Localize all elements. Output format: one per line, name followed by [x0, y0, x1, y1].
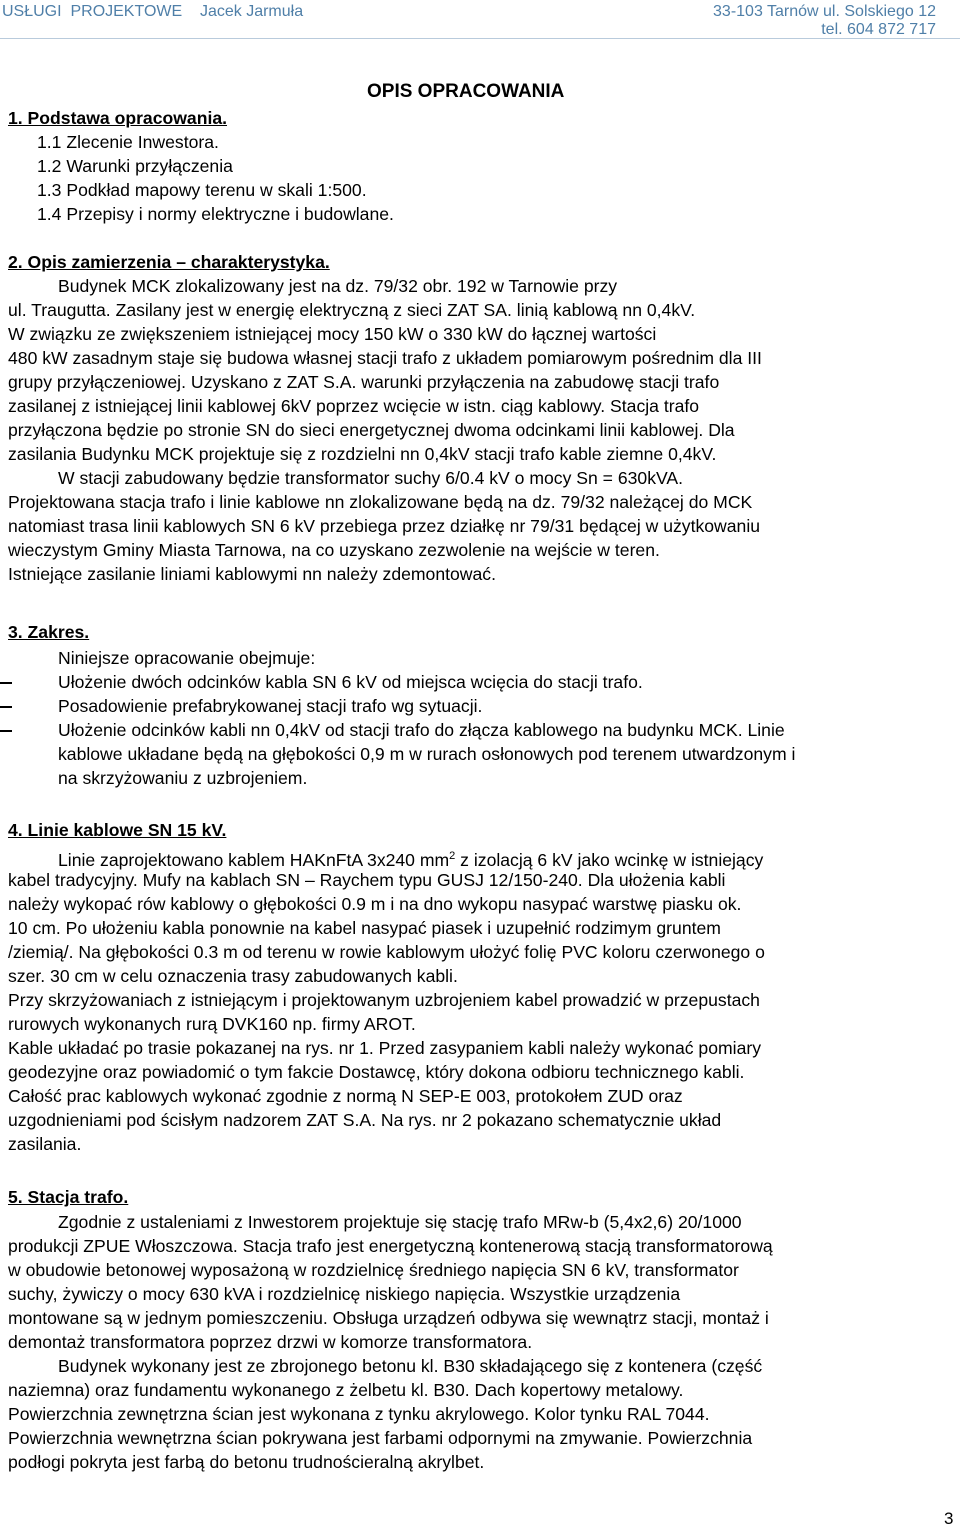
page-header — [0, 0, 960, 40]
superscript: 2 — [449, 850, 456, 862]
section2-line: ul. Traugutta. Zasilany jest w energię elektryczną z sieci ZAT SA. linią kablową nn 0,4kV. — [8, 300, 696, 320]
section4-heading: 4. Linie kablowe SN 15 kV. — [8, 820, 227, 840]
section5-line: produkcji ZPUE Włoszczowa. Stacja trafo jest energetyczną kontenerową stacją transformatorową — [8, 1236, 773, 1256]
section2-line: W związku ze zwiększeniem istniejącej mocy 150 kW o 330 kW do łącznej wartości — [8, 324, 657, 344]
section4-line: geodezyjne oraz powiadomić o tym fakcie Dostawcę, który dokona odbioru technicznego kabli. — [8, 1062, 745, 1082]
section2-line: wieczystym Gminy Miasta Tarnowa, na co uzyskano zezwolenie na wejście w teren. — [8, 540, 660, 560]
section5-line: Budynek wykonany jest ze zbrojonego betonu kl. B30 składającego się z kontenera (część — [58, 1356, 763, 1376]
section5-line: Powierzchnia wewnętrzna ścian pokrywana jest farbami odpornymi na zmywanie. Powierzchnia — [8, 1428, 753, 1448]
section5-line: montowane są w jednym pomieszczeniu. Obsługa urządzeń odbywa się wewnątrz stacji, montaż i — [8, 1308, 769, 1328]
section5-heading: 5. Stacja trafo. — [8, 1187, 129, 1207]
header-divider — [0, 38, 960, 39]
section4-line: Przy skrzyżowaniach z istniejącym i projektowanym uzbrojeniem kabel prowadzić w przepustach — [8, 990, 760, 1010]
section2-line: natomiast trasa linii kablowych SN 6 kV przebiega przez działkę nr 79/31 będącej w użytkowaniu — [8, 516, 761, 536]
section1-item: 1.1 Zlecenie Inwestora. — [37, 132, 219, 152]
section4-line: /ziemią/. Na głębokości 0.3 m od terenu w rowie kablowym ułożyć folię PVC koloru czerwonego o — [8, 942, 765, 962]
section4-text: Linie zaprojektowano kablem HAKnFtA 3x240 mm — [58, 849, 450, 870]
section2-line: grupy przyłączeniowej. Uzyskano z ZAT S.A. warunki przyłączenia na zabudowę stacji trafo — [8, 372, 720, 392]
section4-line: rurowych wykonanych rurą DVK160 np. firmy AROT. — [8, 1014, 416, 1034]
section3-heading: 3. Zakres. — [8, 622, 90, 642]
section2-line: zasilanej z istniejącej linii kablowej 6kV poprzez wcięcie w istn. ciąg kablowy. Stacja trafo — [8, 396, 700, 416]
section2-line: Istniejące zasilanie liniami kablowymi nn należy zdemontować. — [8, 564, 496, 584]
section4-line: szer. 30 cm w celu oznaczenia trasy zabudowanych kabli. — [8, 966, 458, 986]
section3-bullet: Posadowienie prefabrykowanej stacji trafo wg sytuacji. — [58, 696, 483, 716]
section5-line: demontaż transformatora poprzez drzwi w komorze transformatora. — [8, 1332, 533, 1352]
section4-line: kabel tradycyjny. Mufy na kablach SN – Raychem typu GUSJ 12/150-240. Dla ułożenia kabli — [8, 870, 726, 890]
section5-line: naziemna) oraz fundamentu wykonanego z żelbetu kl. B30. Dach kopertowy metalowy. — [8, 1380, 684, 1400]
document-title: OPIS OPRACOWANIA — [367, 81, 565, 102]
section4-text: z izolacją 6 kV jako wcinkę w istniejący — [455, 849, 764, 870]
section3-bullet: kablowe układane będą na głębokości 0,9 m w rurach osłonowych pod terenem utwardzonym i — [58, 744, 796, 764]
bullet-dash — [0, 682, 12, 684]
header-phone: tel. 604 872 717 — [821, 21, 936, 38]
section2-line: przyłączona będzie po stronie SN do sieci energetycznej dwoma odcinkami linii kablowej. Dla — [8, 420, 735, 440]
section2-line: zasilania Budynku MCK projektuje się z rozdzielni nn 0,4kV stacji trafo kable ziemne 0,4kV. — [8, 444, 717, 464]
section1-item: 1.3 Podkład mapowy terenu w skali 1:500. — [37, 180, 367, 200]
header-address: 33-103 Tarnów ul. Solskiego 12 — [713, 3, 936, 20]
section3-intro: Niniejsze opracowanie obejmuje: — [58, 648, 316, 668]
section4-line: Całość prac kablowych wykonać zgodnie z normą N SEP-E 003, protokołem ZUD oraz — [8, 1086, 683, 1106]
section1-heading: 1. Podstawa opracowania. — [8, 108, 228, 128]
section2-line: Projektowana stacja trafo i linie kablowe nn zlokalizowane będą na dz. 79/32 należącej do MCK — [8, 492, 753, 512]
section5-line: w obudowie betonowej wyposażoną w rozdzielnicę średniego napięcia SN 6 kV, transformator — [8, 1260, 739, 1280]
header-company: USŁUGI PROJEKTOWE Jacek Jarmuła — [2, 3, 304, 20]
section4-line: 10 cm. Po ułożeniu kabla ponownie na kabel nasypać piasek i uzupełnić rodzimym gruntem — [8, 918, 721, 938]
section5-line: Powierzchnia zewnętrzna ścian jest wykonana z tynku akrylowego. Kolor tynku RAL 7044. — [8, 1404, 710, 1424]
page-number: 3 — [944, 1509, 954, 1528]
section2-line: Budynek MCK zlokalizowany jest na dz. 79/32 obr. 192 w Tarnowie przy — [58, 276, 618, 296]
section5-line: podłogi pokryta jest farbą do betonu trudnościeralną akrylbet. — [8, 1452, 485, 1472]
section5-line: Zgodnie z ustaleniami z Inwestorem projektuje się stację trafo MRw-b (5,4x2,6) 20/1000 — [58, 1212, 742, 1232]
section1-item: 1.2 Warunki przyłączenia — [37, 156, 233, 176]
section2-line: W stacji zabudowany będzie transformator suchy 6/0.4 kV o mocy Sn = 630kVA. — [58, 468, 684, 488]
section3-bullet: Ułożenie dwóch odcinków kabla SN 6 kV od miejsca wcięcia do stacji trafo. — [58, 672, 643, 692]
section4-line: należy wykopać rów kablowy o głębokości 0.9 m i na dno wykopu nasypać warstwę piasku ok. — [8, 894, 742, 914]
section1-item: 1.4 Przepisy i normy elektryczne i budowlane. — [37, 204, 394, 224]
bullet-dash — [0, 730, 12, 732]
section2-line: 480 kW zasadnym staje się budowa własnej stacji trafo z układem pomiarowym pośrednim dla III — [8, 348, 762, 368]
section5-line: suchy, żywiczy o mocy 630 kVA i rozdzielnicę niskiego napięcia. Wszystkie urządzenia — [8, 1284, 681, 1304]
section2-heading: 2. Opis zamierzenia – charakterystyka. — [8, 252, 330, 272]
section4-line: uzgodnieniami pod ścisłym nadzorem ZAT S.A. Na rys. nr 2 pokazano schematycznie układ — [8, 1110, 722, 1130]
bullet-dash — [0, 706, 12, 708]
section4-line: Kable układać po trasie pokazanej na rys. nr 1. Przed zasypaniem kabli należy wykonać pomiary — [8, 1038, 762, 1058]
section4-line: zasilania. — [8, 1134, 82, 1154]
section3-bullet: Ułożenie odcinków kabli nn 0,4kV od stacji trafo do złącza kablowego na budynku MCK. Linie — [58, 720, 785, 740]
section3-bullet: na skrzyżowaniu z uzbrojeniem. — [58, 768, 308, 788]
